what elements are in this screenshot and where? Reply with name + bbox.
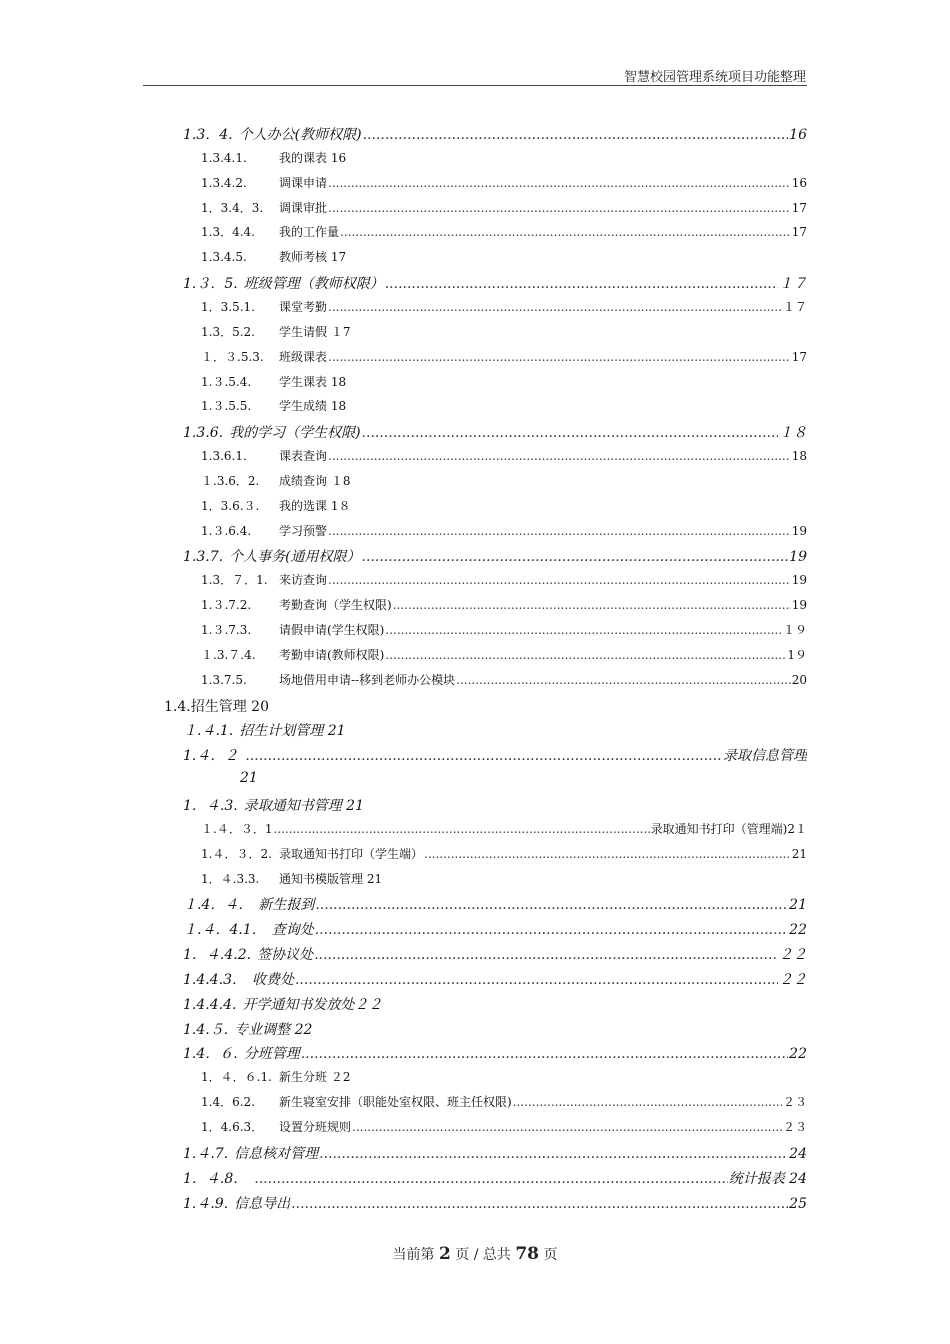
toc-entry[interactable]	[240, 770, 807, 794]
toc-entry[interactable]	[201, 397, 807, 421]
toc-dot-leader	[393, 598, 791, 612]
toc-entry-page: 16	[791, 175, 807, 190]
toc-entry[interactable]	[183, 944, 807, 968]
toc-entry-page: 25	[789, 1195, 807, 1212]
toc-entry-number: 1．3.4．3.	[201, 200, 264, 215]
toc-entry-title: 查询处	[271, 922, 314, 939]
toc-entry[interactable]	[201, 373, 807, 397]
toc-entry-title: 调课申请	[279, 175, 328, 190]
toc-dot-leader	[254, 1171, 727, 1187]
toc-dot-leader	[328, 201, 791, 215]
toc-entry-number: １.3.７.4.	[201, 647, 256, 662]
toc-entry-title: 考勤申请(教师权限)	[279, 647, 385, 662]
toc-entry-number: 1.４.7.	[183, 1145, 229, 1162]
toc-dot-leader	[328, 449, 791, 463]
header-divider	[143, 85, 807, 86]
toc-entry-number: 1.3．７．1.	[201, 573, 268, 588]
toc-entry-page: 录取信息管理	[723, 748, 807, 765]
toc-entry-number: 1.３.7.3.	[201, 623, 252, 637]
toc-entry-number: 1.３．5.	[183, 276, 238, 293]
toc-entry-title: 我的工作量	[279, 225, 340, 240]
toc-dot-leader	[385, 276, 778, 292]
toc-dot-leader	[328, 573, 791, 587]
toc-entry-title: 调课审批	[279, 200, 328, 215]
toc-entry-number: 1.3.6.	[183, 425, 224, 442]
toc-entry[interactable]	[201, 323, 807, 347]
toc-entry[interactable]	[201, 1068, 807, 1092]
toc-entry-page: 21	[789, 897, 807, 914]
toc-entry-title: 招生管理 20	[190, 698, 269, 715]
toc-entry-number: 1.4.	[164, 698, 191, 715]
toc-entry-title: 录取通知书打印（学生端）	[279, 846, 424, 861]
toc-entry[interactable]	[183, 422, 807, 446]
toc-entry-page: 24	[789, 1145, 807, 1162]
toc-dot-leader	[315, 897, 788, 913]
toc-entry-number: 1.4.５.	[183, 1021, 229, 1038]
toc-entry[interactable]	[201, 348, 807, 372]
toc-entry-number: 1.3.7.5.	[201, 672, 247, 687]
toc-dot-leader	[301, 1046, 788, 1062]
toc-entry-number: 1.4.4.4.	[183, 996, 237, 1013]
footer-current-page: 2	[438, 1244, 451, 1264]
toc-entry-page: 17	[791, 200, 807, 215]
toc-entry[interactable]	[201, 199, 807, 223]
toc-entry-number: 1.4.4.3．	[183, 971, 246, 988]
toc-entry-page: 17	[791, 349, 807, 364]
toc-entry[interactable]	[183, 124, 807, 148]
footer-prefix: 当前第	[392, 1247, 435, 1263]
toc-entry-title: 信息导出	[234, 1195, 291, 1212]
toc-entry-title: 录取通知书管理 21	[243, 797, 364, 814]
toc-entry-number: 1.3.4.2.	[201, 175, 247, 190]
toc-entry-number: 1.３.7.2.	[201, 598, 252, 613]
toc-entry-number: 1.3.7.	[183, 549, 224, 566]
toc-dot-leader	[315, 922, 788, 938]
toc-dot-leader	[328, 350, 791, 364]
toc-entry-title: 班级管理（教师权限）	[243, 276, 384, 293]
toc-entry-title: 我的学习（学生权限)	[229, 425, 361, 442]
toc-entry-page: 统计报表 24	[728, 1170, 807, 1187]
toc-entry[interactable]	[183, 795, 807, 819]
toc-entry[interactable]	[201, 1093, 807, 1117]
toc-entry-number: 1．４.8．	[183, 1170, 248, 1187]
toc-entry-page: 19	[791, 573, 807, 588]
toc-entry-title: 个人办公(教师权限)	[238, 127, 362, 143]
toc-entry-title: 新生寝室安排（职能处室权限、班主任权限)	[279, 1095, 512, 1110]
toc-dot-leader	[362, 549, 789, 565]
toc-entry-number: １.４．4.1．	[183, 922, 266, 939]
toc-entry-number: 1.3．4.	[183, 127, 233, 143]
toc-entry-title: 专业调整 22	[234, 1021, 313, 1038]
toc-entry-title: 请假申请(学生权限)	[279, 623, 385, 637]
toc-entry[interactable]	[183, 1193, 807, 1217]
toc-entry-page: 20	[791, 672, 807, 687]
toc-entry-number: 1.３.5.5.	[201, 399, 252, 414]
toc-entry[interactable]	[201, 472, 807, 496]
toc-entry-number: 1.３.5.4.	[201, 374, 252, 389]
toc-entry-number: 1.3.4.5.	[201, 250, 247, 265]
toc-entry-page: ２３	[782, 1120, 807, 1134]
toc-entry-number: 1.3.6.1.	[201, 449, 247, 464]
toc-entry-page: 19	[789, 549, 807, 566]
toc-entry-page: １７	[782, 299, 807, 314]
toc-entry-title: 学生请假 １7	[279, 324, 351, 339]
toc-entry[interactable]	[201, 447, 807, 471]
toc-entry[interactable]	[183, 919, 807, 943]
toc-entry[interactable]	[183, 745, 807, 769]
footer-total-pages: 78	[515, 1244, 540, 1264]
toc-entry[interactable]	[201, 870, 807, 894]
toc-entry-page: 录取通知书打印（管理端)2１	[650, 821, 807, 836]
toc-entry-title: 21	[240, 770, 258, 787]
toc-entry-title: 收费处	[251, 971, 294, 988]
toc-entry-page: 17	[791, 225, 807, 240]
toc-entry-page: １９	[782, 623, 807, 637]
toc-dot-leader	[314, 947, 778, 963]
toc-dot-leader	[291, 1196, 788, 1212]
toc-entry-title: 场地借用申请--移到老师办公模块	[279, 672, 456, 687]
toc-entry[interactable]	[201, 149, 807, 173]
footer-middle: 页 / 总共	[455, 1247, 511, 1263]
toc-entry-number: 1．４.4.2.	[183, 947, 252, 964]
toc-entry-title: 个人事务(通用权限）	[229, 549, 361, 566]
toc-entry[interactable]	[201, 571, 807, 595]
toc-entry-title: 信息核对管理	[234, 1145, 319, 1162]
toc-entry-number: 1.4．６.	[183, 1046, 238, 1063]
toc-entry-title: 我的课表 16	[279, 150, 347, 165]
toc-entry[interactable]	[201, 1118, 807, 1142]
toc-dot-leader	[328, 524, 791, 538]
toc-entry-title: 我的选课 1８	[279, 498, 351, 513]
toc-entry-page: 22	[789, 922, 807, 939]
toc-entry-page: 22	[789, 1046, 807, 1063]
toc-entry[interactable]	[201, 248, 807, 272]
toc-entry[interactable]	[183, 1143, 807, 1167]
toc-entry-page: ２２	[779, 971, 807, 988]
toc-dot-leader	[245, 748, 722, 764]
toc-entry-title: 课堂考勤	[279, 299, 328, 314]
toc-entry-number: 1.3．4.4.	[201, 225, 255, 240]
toc-entry-number: １.4．４．	[183, 897, 253, 914]
toc-dot-leader	[424, 847, 791, 861]
toc-entry-number: １.４.1.	[183, 723, 234, 740]
toc-entry[interactable]	[183, 1168, 807, 1192]
toc-entry[interactable]	[201, 223, 807, 247]
toc-entry-page: １８	[779, 425, 807, 442]
toc-entry[interactable]	[183, 894, 807, 918]
toc-entry-page: 16	[789, 127, 807, 143]
toc-dot-leader	[295, 972, 778, 988]
toc-entry[interactable]	[201, 671, 807, 695]
toc-entry[interactable]	[183, 546, 807, 570]
toc-dot-leader	[362, 425, 778, 441]
toc-entry-number: 1．４.3.	[183, 797, 238, 814]
toc-entry-page: ２２	[779, 947, 807, 964]
toc-dot-leader	[363, 127, 789, 143]
toc-entry-number: 1．3.5.1.	[201, 299, 255, 314]
toc-entry-page: １７	[779, 276, 807, 293]
toc-entry-title: 签协议处	[257, 947, 314, 964]
toc-entry[interactable]	[183, 1019, 807, 1043]
toc-dot-leader	[273, 822, 649, 836]
toc-dot-leader	[328, 300, 782, 314]
toc-dot-leader	[385, 648, 786, 662]
toc-entry[interactable]	[201, 497, 807, 521]
toc-entry-title: 来访查询	[279, 573, 328, 588]
toc-entry-number: 1.３.6.4.	[201, 523, 252, 538]
toc-dot-leader	[456, 673, 791, 687]
toc-dot-leader	[352, 1120, 782, 1134]
toc-entry[interactable]	[201, 646, 807, 670]
toc-dot-leader	[319, 1146, 788, 1162]
toc-entry[interactable]	[201, 621, 807, 645]
toc-entry[interactable]	[201, 174, 807, 198]
toc-entry-page: 19	[791, 598, 807, 613]
toc-entry[interactable]	[164, 696, 807, 720]
toc-entry-title: 招生计划管理 21	[239, 723, 346, 740]
toc-entry-title: 学习预警	[279, 523, 328, 538]
toc-entry-page: ２３	[782, 1095, 807, 1110]
toc-entry-title: 学生成绩 18	[279, 399, 347, 414]
toc-entry[interactable]	[183, 1043, 807, 1067]
toc-entry-number: 1．3.6.３.	[201, 498, 260, 513]
footer-suffix: 页	[543, 1247, 558, 1263]
toc-entry-number: １．３.5.3.	[201, 349, 264, 364]
page-header-title: 智慧校园管理系统项目功能整理	[623, 70, 806, 85]
toc-entry-page: 19	[791, 523, 807, 538]
toc-entry-number: 1．4.6.3．	[201, 1120, 264, 1134]
toc-entry-title: 分班管理	[243, 1046, 300, 1063]
toc-entry[interactable]	[201, 596, 807, 620]
page-footer	[0, 1244, 950, 1264]
toc-entry[interactable]	[183, 969, 807, 993]
toc-dot-leader	[513, 1095, 782, 1109]
toc-dot-leader	[328, 176, 791, 190]
toc-entry-number: 1．４.3.3.	[201, 871, 260, 886]
toc-entry-number: 1．４．６.1.	[201, 1070, 272, 1085]
toc-entry-title: 学生课表 18	[279, 374, 347, 389]
toc-entry-number: 1.４．３．2.	[201, 846, 272, 861]
toc-entry-number: 1.４.9.	[183, 1195, 229, 1212]
toc-entry-number: 1.４．２	[183, 748, 239, 765]
toc-entry-title: 设置分班规则	[279, 1120, 352, 1134]
toc-entry[interactable]	[201, 820, 807, 844]
toc-entry-title: 通知书模版管理 21	[279, 871, 383, 886]
toc-entry[interactable]	[201, 845, 807, 869]
toc-entry[interactable]	[183, 994, 807, 1018]
toc-entry-title: 新生分班 ２2	[279, 1070, 351, 1085]
toc-dot-leader	[340, 225, 791, 239]
toc-entry-title: 教师考核 17	[279, 250, 347, 265]
toc-entry-title: 成绩查询 １8	[279, 473, 351, 488]
toc-entry-page: 1９	[787, 647, 807, 662]
toc-entry-title: 开学通知书发放处２２	[242, 996, 383, 1013]
toc-entry-number: 1.3.4.1.	[201, 150, 247, 165]
toc-entry-page: 21	[791, 846, 807, 861]
toc-entry-title: 班级课表	[279, 349, 328, 364]
toc-dot-leader	[385, 623, 782, 637]
toc-entry-page: 18	[791, 449, 807, 464]
toc-entry-title: 考勤查询（学生权限)	[279, 598, 392, 613]
toc-entry-number: 1.3．5.2.	[201, 324, 255, 339]
toc-entry[interactable]	[201, 522, 807, 546]
toc-entry[interactable]	[183, 273, 807, 297]
toc-entry-title: 新生报到	[258, 897, 315, 914]
toc-entry-number: １.3.6．2.	[201, 473, 260, 488]
toc-entry-number: １.４．３．1	[201, 821, 273, 836]
toc-entry[interactable]	[201, 298, 807, 322]
toc-entry-number: 1.4．6.2.	[201, 1095, 255, 1110]
toc-entry-title: 课表查询	[279, 449, 328, 464]
toc-entry[interactable]	[183, 720, 807, 744]
